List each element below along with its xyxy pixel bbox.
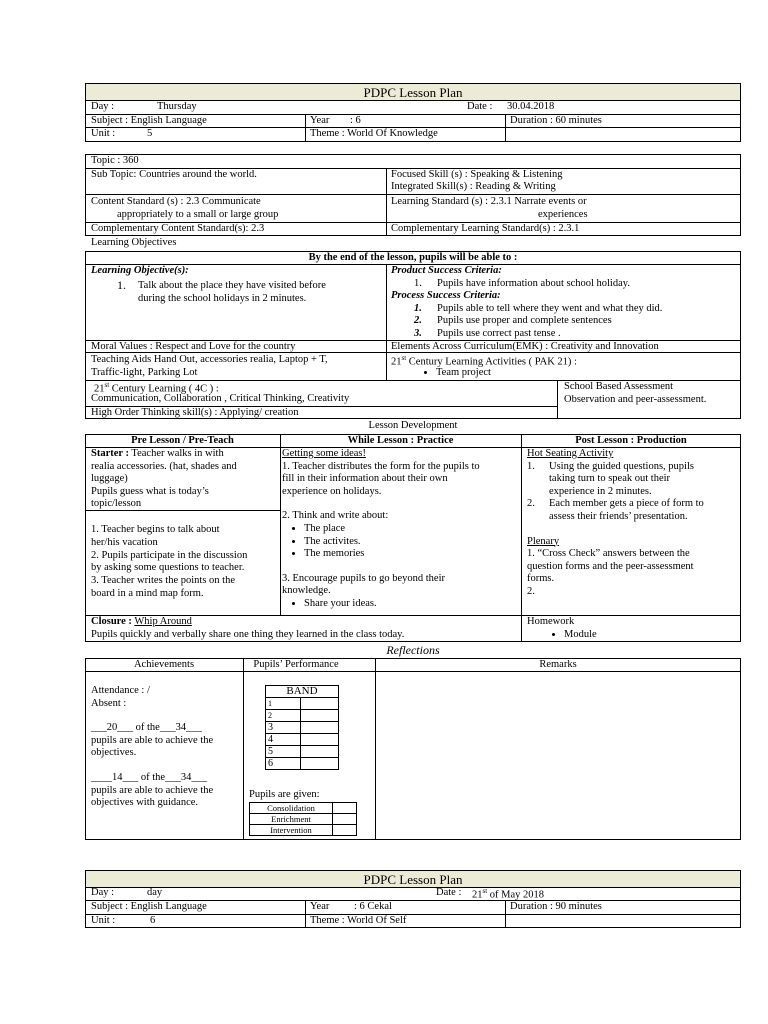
plan2-unit-label: Unit :: [91, 915, 116, 926]
achievements-heading: Achievements: [133, 659, 195, 670]
plenary-line: forms.: [527, 573, 555, 585]
post-line: Using the guided questions, pupils: [549, 460, 694, 472]
pre-lesson-steps: [91, 524, 247, 601]
pre-step: by asking some questions to teacher.: [91, 562, 245, 574]
pre-step: 2. Pupils participate in the discussion: [91, 549, 248, 561]
while-bullet: • The memories: [304, 548, 480, 561]
prsc-title: Process Success Criteria:: [391, 290, 501, 301]
learning-standard-line1: Learning Standard (s) : 2.3.1 Narrate events or: [391, 196, 587, 207]
achievement-line: pupils are able to achieve the: [91, 784, 214, 796]
comp-content-standard: Complementary Content Standard(s): 2.3: [91, 223, 265, 234]
plan2-date-label: Date :: [436, 887, 462, 898]
plan2-year-value: : 6 Cekal: [354, 901, 392, 912]
band-cell: [301, 734, 339, 746]
given-cell: [333, 803, 357, 814]
reflections-heading: Reflections: [386, 643, 440, 657]
pupils-performance-heading: Pupils’ Performance: [253, 659, 339, 670]
year-label: Year: [310, 115, 330, 126]
pre-step: board in a mind map form.: [91, 587, 204, 599]
teaching-aids-line2: Traffic-light, Parking Lot: [91, 367, 198, 378]
theme: Theme : World Of Knowledge: [310, 128, 438, 139]
prsc-num-1: 1.: [414, 303, 422, 314]
band-cell: [301, 758, 339, 770]
band-number: 3: [266, 722, 301, 734]
emk: Elements Across Curriculum(EMK) : Creativity and Innovation: [391, 341, 659, 352]
while-line: 1. Teacher distributes the form for the pupils to: [282, 460, 480, 472]
pupils-given-table: [249, 802, 357, 836]
starter-block: [91, 448, 237, 511]
post-line: Each member gets a piece of form to: [549, 498, 704, 510]
plan2-unit-value: 6: [150, 915, 156, 926]
hots: High Order Thinking skill(s) : Applying/ creation: [91, 407, 299, 418]
while-line: experience on holidays.: [282, 485, 382, 497]
subject: Subject : English Language: [91, 115, 207, 126]
band-title: BAND: [266, 686, 339, 698]
divider: [305, 900, 306, 928]
plan2-duration: Duration : 90 minutes: [510, 901, 602, 912]
while-bullet: • The place: [304, 523, 480, 536]
while-share-list: [282, 598, 480, 611]
band-number: 4: [266, 734, 301, 746]
unit-value: 5: [147, 128, 153, 139]
focused-skill: Focused Skill (s) : Speaking & Listening: [391, 169, 563, 180]
plenary-line: 1. “Cross Check” answers between the: [527, 548, 690, 560]
band-number: 1: [266, 698, 301, 710]
subtopic: Sub Topic: Countries around the world.: [91, 169, 257, 180]
plan2-subject: Subject : English Language: [91, 901, 207, 912]
plenary-line: 2.: [527, 585, 535, 597]
divider: [505, 900, 506, 928]
while-line: fill in their information about their own: [282, 473, 448, 485]
while-line: 3. Encourage pupils to go beyond their: [282, 572, 446, 584]
moral-values: Moral Values : Respect and Love for the country: [91, 341, 296, 352]
prsc-item-1: Pupils able to tell where they went and what they did.: [437, 303, 663, 314]
day-value: Thursday: [157, 101, 197, 112]
plenary-line: question forms and the peer-assessment: [527, 560, 694, 572]
starter-line: Teacher walks in with: [129, 448, 224, 459]
band-cell: [301, 746, 339, 758]
lo-line2: during the school holidays in 2 minutes.: [138, 293, 307, 304]
c21-heading: 21st Century Learning ( 4C ) :: [94, 381, 219, 395]
pre-step: her/his vacation: [91, 536, 158, 548]
post-line: assess their friends’ presentation.: [549, 510, 688, 522]
pak21-item: • Team project: [436, 367, 491, 380]
pre-step: 3. Teacher writes the points on the: [91, 575, 235, 587]
comp-learning-standard: Complementary Learning Standard(s) : 2.3.1: [391, 223, 580, 234]
closure-heading: Closure : Whip Around: [91, 616, 192, 627]
divider: [386, 264, 387, 380]
band-number: 5: [266, 746, 301, 758]
homework-item: • Module: [564, 629, 597, 642]
post-lesson-block: [527, 448, 704, 599]
date-value: 30.04.2018: [507, 101, 555, 112]
teaching-aids-line1: Teaching Aids Hand Out, accessories realia, Laptop + T,: [91, 354, 328, 365]
learning-standard-line2: experiences: [538, 209, 588, 220]
given-option: Intervention: [250, 825, 333, 836]
band-cell: [301, 698, 339, 710]
plan2-day-label: Day :: [91, 887, 115, 898]
achievements-block: [91, 685, 213, 810]
psc-item: Pupils have information about school holiday.: [437, 278, 630, 289]
plan2-year-label: Year: [310, 901, 330, 912]
band-cell: [301, 710, 339, 722]
pak21-list: [420, 367, 491, 380]
prsc-item-2: Pupils use proper and complete sentences: [437, 315, 612, 326]
starter-line: Pupils guess what is today’s: [91, 485, 209, 497]
divider: [305, 114, 306, 142]
sba-line1: School Based Assessment: [564, 381, 674, 392]
band-number: 6: [266, 758, 301, 770]
given-option: Enrichment: [250, 814, 333, 825]
starter-line: luggage): [91, 473, 128, 485]
prsc-num-3: 3.: [414, 328, 422, 339]
psc-title: Product Success Criteria:: [391, 265, 502, 276]
divider: [85, 914, 741, 915]
starter-line: realia accessories. (hat, shades and: [91, 460, 237, 472]
while-lesson-block: [282, 448, 480, 611]
plan2-title: PDPC Lesson Plan: [363, 872, 463, 887]
remarks-heading: Remarks: [539, 659, 577, 670]
starter-line: topic/lesson: [91, 498, 142, 510]
psc-number: 1.: [414, 278, 422, 289]
while-getting-ideas: Getting some ideas!: [282, 448, 366, 459]
lo-number: 1.: [117, 278, 126, 292]
divider: [375, 658, 376, 840]
c21-value: Communication, Collaboration , Critical Thinking, Creativity: [91, 393, 350, 404]
post-item-num: 1.: [527, 460, 535, 472]
absent: Absent :: [91, 697, 127, 709]
divider: [505, 114, 506, 142]
content-standard-line1: Content Standard (s) : 2.3 Communicate: [91, 196, 261, 207]
plan2-day-value: day: [147, 887, 163, 898]
closure-text: Pupils quickly and verbally share one thing they learned in the class today.: [91, 629, 405, 640]
starter-label: Starter :: [91, 448, 129, 459]
pak21-heading: 21st Century Learning Activities ( PAK 21) :: [391, 354, 577, 368]
achievement-line: objectives with guidance.: [91, 797, 199, 809]
homework-heading: Homework: [527, 616, 575, 627]
achievement-line: objectives.: [91, 747, 137, 759]
plan2-theme: Theme : World Of Self: [310, 915, 407, 926]
given-cell: [333, 825, 357, 836]
divider: [557, 380, 558, 419]
divider: [280, 434, 281, 615]
post-lesson-heading: Post Lesson : Production: [575, 435, 687, 446]
divider: [386, 168, 387, 236]
duration: Duration : 60 minutes: [510, 115, 602, 126]
band-number: 2: [266, 710, 301, 722]
plenary-heading: Plenary: [527, 535, 560, 547]
pupils-given-label: Pupils are given:: [249, 789, 320, 800]
post-hotseat: Hot Seating Activity: [527, 448, 614, 459]
while-lesson-heading: While Lesson : Practice: [347, 435, 454, 446]
content-standard-line2: appropriately to a small or large group: [117, 209, 279, 220]
post-item-num: 2.: [527, 498, 535, 510]
sba-line2: Observation and peer-assessment.: [564, 394, 707, 405]
given-cell: [333, 814, 357, 825]
lo-line1: Talk about the place they have visited before: [138, 280, 326, 291]
topic: Topic : 360: [91, 155, 139, 166]
achievement-line: ____14___ of the___34___: [91, 771, 208, 783]
divider: [243, 658, 244, 840]
plan2-date-value: 21st of May 2018: [472, 887, 545, 901]
pre-lesson-heading: Pre Lesson / Pre-Teach: [131, 435, 234, 446]
divider: [85, 194, 741, 195]
while-think: 2. Think and write about:: [282, 510, 389, 522]
day-label: Day :: [91, 101, 115, 112]
while-bullet: • The activites.: [304, 536, 480, 549]
divider: [521, 434, 522, 642]
achievement-line: pupils are able to achieve the: [91, 734, 214, 746]
year-value: : 6: [350, 115, 361, 126]
by-end-heading: By the end of the lesson, pupils will be able to :: [308, 252, 518, 263]
date-label: Date :: [467, 101, 493, 112]
post-line: taking turn to speak out their: [549, 473, 671, 485]
lo-title: Learning Objective(s):: [91, 265, 189, 276]
band-table: [265, 685, 339, 770]
while-share: • Share your ideas.: [304, 598, 480, 611]
while-line: knowledge.: [282, 585, 331, 597]
attendance: Attendance : /: [91, 685, 150, 696]
unit-label: Unit :: [91, 128, 116, 139]
while-bullets: [282, 523, 480, 561]
homework-list: [548, 629, 597, 642]
integrated-skill: Integrated Skill(s) : Reading & Writing: [391, 181, 556, 192]
learning-objectives-heading: Learning Objectives: [91, 237, 177, 248]
lesson-development-heading: Lesson Development: [368, 420, 458, 431]
prsc-num-2: 2.: [414, 315, 422, 326]
post-line: experience in 2 minutes.: [549, 485, 652, 497]
given-option: Consolidation: [250, 803, 333, 814]
pre-step: 1. Teacher begins to talk about: [91, 524, 220, 535]
achievement-line: ___20___ of the___34___: [91, 722, 202, 734]
plan1-title: PDPC Lesson Plan: [363, 85, 463, 100]
prsc-item-3: Pupils use correct past tense .: [437, 328, 561, 339]
band-cell: [301, 722, 339, 734]
